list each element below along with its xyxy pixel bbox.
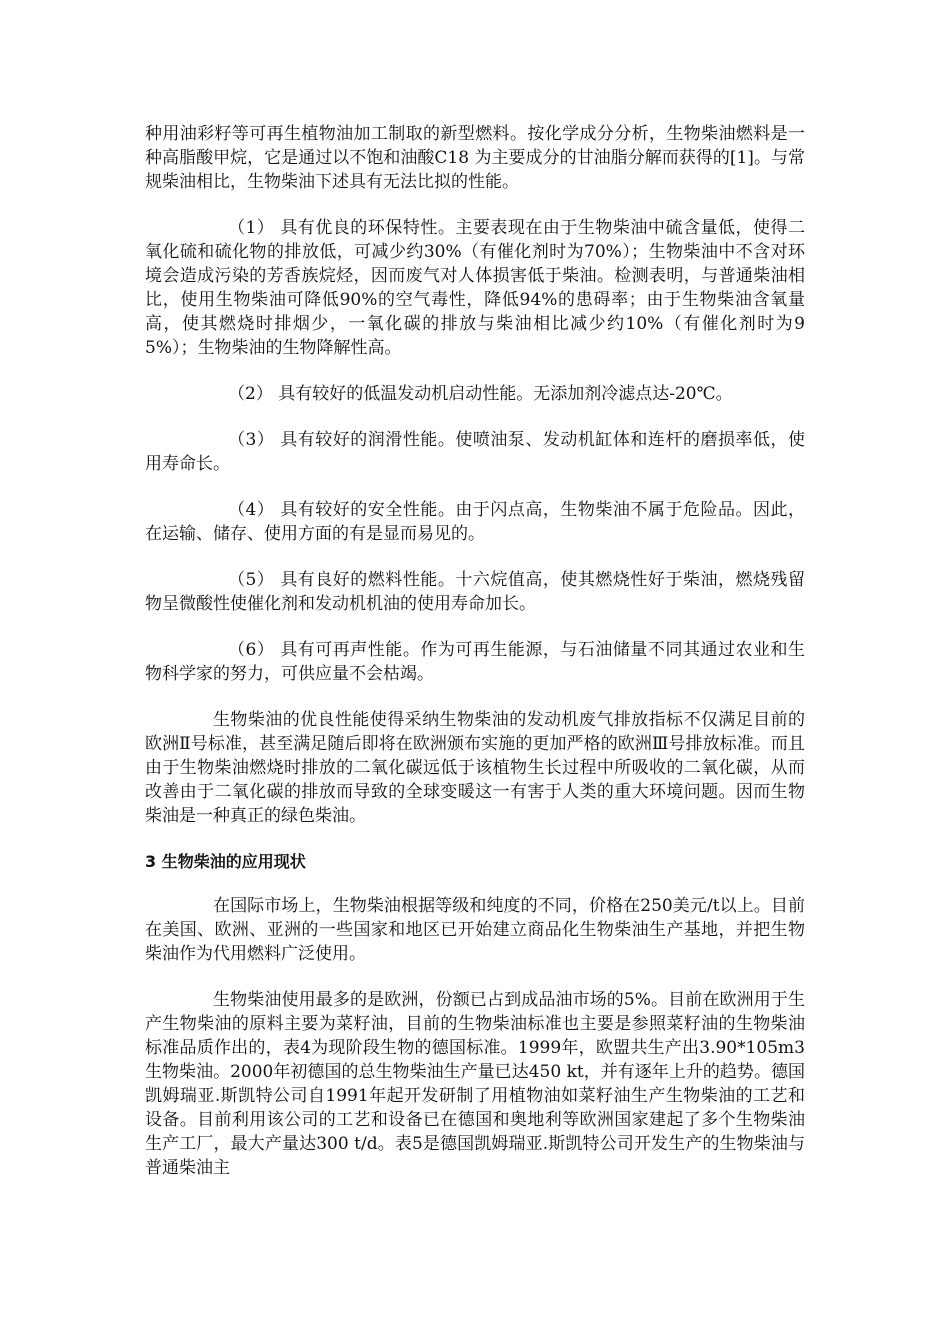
property-item-2: （2） 具有较好的低温发动机启动性能。无添加剂冷滤点达-20℃。 xyxy=(228,384,733,404)
property-item-1: （1） 具有优良的环保特性。主要表现在由于生物柴油中硫含量低，使得二氧化硫和硫化物的排放低，可减少约30%（有催化剂时为70%）；生物柴油中不含对环境会造成污染的芳香族烷烃，因而废气对人体损害低于柴油。检测表明，与普通柴油相比，使用生物柴油可降低90%的空气毒性，降低94%的患碍率；由于生物柴油含氧量高，使其燃烧时排烟少，一氧化碳的排放与柴油相比减少约10%（有催化剂时为95%）；生物柴油的生物降解性高。 xyxy=(145,218,805,358)
section-paragraph-2: 生物柴油使用最多的是欧洲，份额已占到成品油市场的5%。目前在欧洲用于生产生物柴油的原料主要为菜籽油，目前的生物柴油标准也主要是参照菜籽油的生物柴油标准品质作出的，表4为现阶段生物的德国标准。1999年，欧盟共生产出3.90*105m3 生物柴油。2000年初德国的总生物柴油生产量已达450 kt，并有逐年上升的趋势。德国凯姆瑞亚.斯凯特公司自1991年起开发研制了用植物油如菜籽油生产生物柴油的工艺和设备。目前利用该公司的工艺和设备已在德国和奥地利等欧洲国家建起了多个生物柴油生产工厂，最大产量达300 t/d。表5是德国凯姆瑞亚.斯凯特公司开发生产的生物柴油与普通柴油主 xyxy=(145,990,805,1178)
section-paragraph-1: 在国际市场上，生物柴油根据等级和纯度的不同，价格在250美元/t以上。目前在美国、欧洲、亚洲的一些国家和地区已开始建立商品化生物柴油生产基地，并把生物柴油作为代用燃料广泛使用。 xyxy=(145,896,805,964)
intro-paragraph: 种用油彩籽等可再生植物油加工制取的新型燃料。按化学成分分析，生物柴油燃料是一种高脂酸甲烷，它是通过以不饱和油酸C18 为主要成分的甘油脂分解而获得的[1]。与常规柴油相比，生物柴油下述具有无法比拟的性能。 xyxy=(145,124,805,192)
document-page xyxy=(145,122,805,1202)
summary-paragraph: 生物柴油的优良性能使得采纳生物柴油的发动机废气排放指标不仅满足目前的欧洲Ⅱ号标准，甚至满足随后即将在欧洲颁布实施的更加严格的欧洲Ⅲ号排放标准。而且由于生物柴油燃烧时排放的二氧化碳远低于该植物生长过程中所吸收的二氧化碳，从而改善由于二氧化碳的排放而导致的全球变暖这一有害于人类的重大环境问题。因而生物柴油是一种真正的绿色柴油。 xyxy=(145,710,805,826)
property-item-5: （5） 具有良好的燃料性能。十六烷值高，使其燃烧性好于柴油，燃烧残留物呈微酸性使催化剂和发动机机油的使用寿命加长。 xyxy=(145,570,805,614)
property-item-4: （4） 具有较好的安全性能。由于闪点高，生物柴油不属于危险品。因此，在运输、储存、使用方面的有是显而易见的。 xyxy=(145,500,805,544)
section-heading: 3 生物柴油的应用现状 xyxy=(145,852,306,871)
property-item-6: （6） 具有可再声性能。作为可再生能源，与石油储量不同其通过农业和生物科学家的努力，可供应量不会枯竭。 xyxy=(145,640,805,684)
property-item-3: （3） 具有较好的润滑性能。使喷油泵、发动机缸体和连杆的磨损率低，使用寿命长。 xyxy=(145,430,805,474)
